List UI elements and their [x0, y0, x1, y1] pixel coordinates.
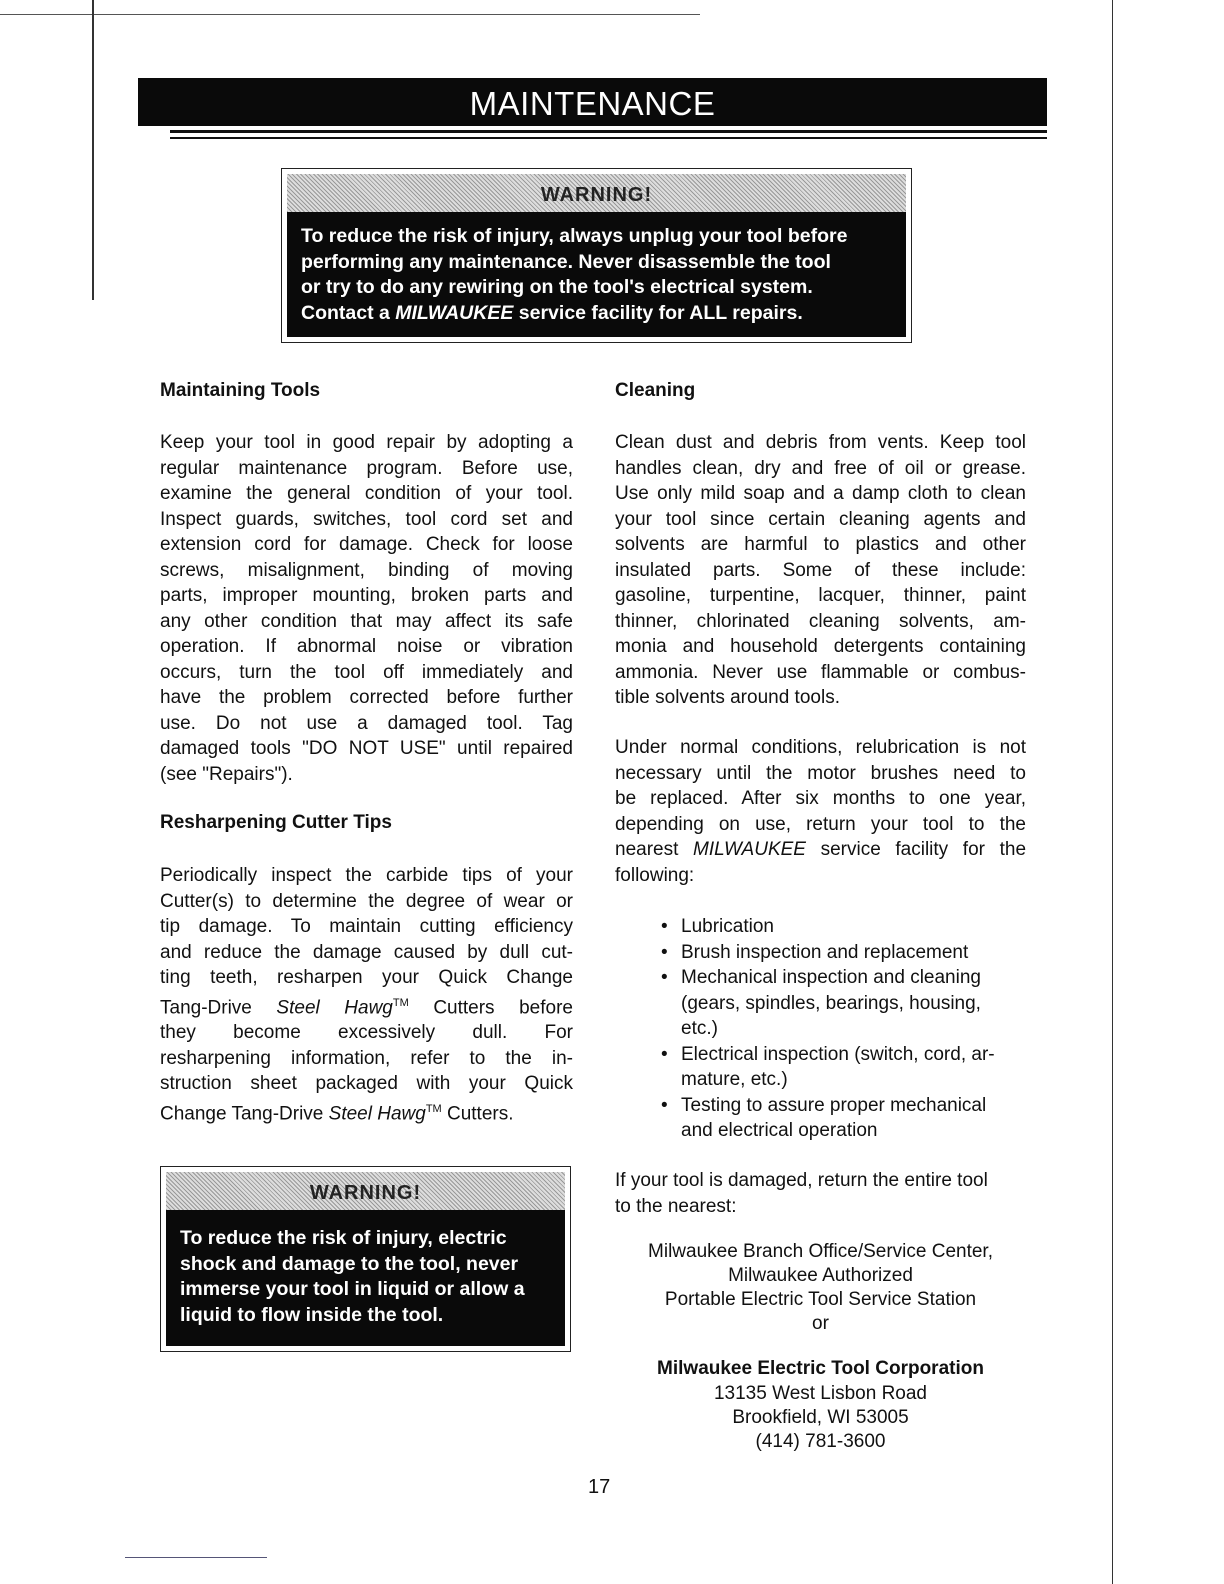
text-line [301, 224, 898, 250]
page-edge [1112, 0, 1113, 1584]
text-line: any other condition that may affect its safe [160, 610, 573, 632]
text-line: operation. If abnormal noise or vibration [160, 636, 573, 657]
text-line [160, 965, 573, 991]
paragraph [615, 1168, 1026, 1219]
text-segment: Change Tang-Drive [160, 1103, 329, 1125]
text-line: have the problem corrected before further [160, 687, 573, 708]
divider [170, 137, 1047, 139]
text-segment: immerse your tool in liquid or allow a [180, 1278, 525, 1301]
text-line [615, 786, 1026, 812]
text-line: (414) 781-3600 [755, 1431, 886, 1452]
text-line [301, 301, 898, 327]
text-line: Testing to assure proper mechanical [681, 1094, 987, 1116]
text-line: to the nearest: [615, 1195, 737, 1217]
text-segment: Steel Hawg [328, 1103, 426, 1125]
text-line [160, 1097, 573, 1127]
text-line: and electrical operation [681, 1120, 878, 1141]
text-line [615, 812, 1026, 838]
text-line: parts, improper mounting, broken parts and [160, 585, 573, 606]
scan-edge-line [0, 14, 700, 15]
text-line [301, 250, 898, 276]
paragraph [615, 430, 1026, 711]
text-segment: Cutters before [408, 996, 573, 1018]
text-line: Inspect guards, switches, tool cord set and [160, 508, 573, 530]
text-segment: shock and damage to the tool, never [180, 1252, 519, 1275]
company-address [615, 1382, 1026, 1454]
text-line [615, 837, 1026, 863]
text-line: (gears, spindles, bearings, housing, [681, 992, 981, 1014]
list-item [655, 1042, 1027, 1093]
text-segment: be replaced. After six months to one year, [615, 788, 1026, 809]
text-line: Electrical inspection (switch, cord, ar- [681, 1043, 995, 1065]
text-line: Portable Electric Tool Service Station [664, 1289, 977, 1310]
divider [170, 130, 1047, 133]
text-line: Milwaukee Authorized [728, 1265, 913, 1286]
text-line: Keep your tool in good repair by adopting a [160, 432, 573, 453]
text-line: (see "Repairs"). [160, 763, 293, 785]
text-segment: To reduce the risk of injury, always unplug your tool before [301, 225, 848, 247]
divider [125, 1557, 267, 1558]
text-segment: struction sheet packaged with your Quick [160, 1073, 573, 1095]
text-line [180, 1252, 557, 1278]
page-number: 17 [588, 1476, 611, 1498]
text-line: insulated parts. Some of these include: [615, 559, 1026, 581]
text-segment: TM [392, 996, 409, 1009]
service-locations [615, 1240, 1026, 1336]
text-segment: they become excessively dull. For [160, 1022, 573, 1044]
text-line [180, 1303, 557, 1329]
warning-text [180, 1226, 557, 1328]
text-segment: MILWAUKEE [395, 301, 514, 324]
text-line [160, 940, 573, 966]
page-edge [92, 0, 94, 300]
text-segment: resharpening information, refer to the in- [160, 1047, 573, 1069]
text-line: your tool since certain cleaning agents and [615, 508, 1026, 530]
text-line [160, 1071, 573, 1097]
text-segment: following: [615, 864, 695, 886]
heading-cleaning: Cleaning [615, 380, 696, 401]
text-segment: necessary until the motor brushes need to [615, 762, 1026, 784]
text-segment: Contact a [301, 301, 396, 324]
text-segment: performing any maintenance. Never disassemble the tool [301, 250, 831, 273]
text-segment: service facility for ALL repairs. [513, 301, 803, 324]
text-line: etc.) [681, 1018, 718, 1039]
heading-maintaining-tools: Maintaining Tools [160, 380, 321, 401]
text-line: occurs, turn the tool off immediately and [160, 661, 573, 683]
text-line: extension cord for damage. Check for loose [160, 534, 573, 555]
heading-resharpening: Resharpening Cutter Tips [160, 812, 392, 833]
text-line: use. Do not use a damaged tool. Tag [160, 712, 573, 734]
text-segment: Periodically inspect the carbide tips of your [160, 865, 573, 886]
text-line: ammonia. Never use flammable or combus- [615, 661, 1026, 683]
text-line [160, 889, 573, 915]
text-line: Milwaukee Branch Office/Service Center, [648, 1241, 993, 1262]
text-line: handles clean, dry and free of oil or grease. [615, 457, 1026, 479]
text-line: damaged tools "DO NOT USE" until repaired [160, 738, 573, 759]
text-segment: or try to do any rewiring on the tool's electrical system. [301, 276, 813, 299]
list-item [655, 1093, 1027, 1144]
text-line: Mechanical inspection and cleaning [681, 967, 981, 988]
paragraph [160, 863, 573, 1127]
list-item [655, 940, 1027, 966]
text-segment: Cutter(s) to determine the degree of wear or [160, 890, 573, 912]
warning-box [281, 168, 912, 343]
text-line [615, 735, 1026, 761]
text-line [615, 761, 1026, 787]
text-line: Clean dust and debris from vents. Keep tool [615, 432, 1026, 453]
text-line: Use only mild soap and a damp cloth to clean [615, 483, 1026, 504]
text-line: Brush inspection and replacement [681, 941, 969, 963]
text-line: Brookfield, WI 53005 [732, 1407, 909, 1428]
text-segment: To reduce the risk of injury, electric [180, 1227, 507, 1249]
text-line: Lubrication [681, 916, 774, 937]
text-segment: nearest [615, 839, 693, 860]
text-segment: service facility for the [805, 839, 1027, 860]
text-line: monia and household detergents containing [615, 636, 1026, 657]
warning-box [160, 1166, 571, 1352]
paragraph [160, 430, 573, 787]
text-segment: Under normal conditions, relubrication is not [615, 737, 1026, 758]
list-item [655, 914, 1027, 940]
text-segment: tip damage. To maintain cutting efficiency [160, 916, 573, 937]
text-line: thinner, chlorinated cleaning solvents, am- [615, 610, 1026, 632]
list-item [655, 965, 1027, 1042]
text-line [615, 863, 1026, 889]
warning-text [301, 224, 898, 326]
text-line [301, 275, 898, 301]
text-line: tible solvents around tools. [615, 687, 840, 708]
text-line: 13135 West Lisbon Road [713, 1383, 928, 1404]
text-segment: MILWAUKEE [693, 839, 806, 860]
text-segment: Steel Hawg [276, 996, 393, 1018]
section-title: MAINTENANCE [138, 78, 1047, 126]
service-list [655, 914, 1027, 1144]
text-line: or [812, 1313, 829, 1334]
text-line [160, 914, 573, 940]
text-line: screws, misalignment, binding of moving [160, 559, 573, 581]
text-line: gasoline, turpentine, lacquer, thinner, paint [615, 585, 1026, 606]
paragraph [615, 735, 1026, 888]
text-line: solvents are harmful to plastics and other [615, 534, 1026, 555]
warning-title: WARNING! [166, 1172, 565, 1210]
text-line: examine the general condition of your tool. [160, 483, 573, 504]
text-segment: and reduce the damage caused by dull cut- [160, 941, 573, 963]
text-segment: depending on use, return your tool to the [615, 813, 1026, 835]
bullet-icon: • [661, 916, 668, 937]
text-line [160, 1046, 573, 1072]
company-name: Milwaukee Electric Tool Corporation [657, 1358, 984, 1379]
text-line: mature, etc.) [681, 1069, 788, 1090]
text-line [160, 991, 573, 1021]
text-segment: liquid to flow inside the tool. [180, 1303, 444, 1326]
text-line [180, 1226, 557, 1252]
text-segment: Cutters. [441, 1103, 514, 1125]
bullet-icon: • [661, 1043, 668, 1065]
warning-title: WARNING! [287, 174, 906, 212]
text-segment: TM [425, 1102, 442, 1115]
text-line [180, 1277, 557, 1303]
bullet-icon: • [661, 941, 668, 963]
text-line: regular maintenance program. Before use, [160, 457, 573, 479]
text-line [160, 863, 573, 889]
text-segment: Tang-Drive [160, 996, 277, 1018]
text-segment: ting teeth, resharpen your Quick Change [160, 967, 573, 988]
text-line: If your tool is damaged, return the entire tool [615, 1170, 988, 1191]
text-line [160, 1020, 573, 1046]
bullet-icon: • [661, 967, 668, 988]
bullet-icon: • [661, 1094, 668, 1116]
